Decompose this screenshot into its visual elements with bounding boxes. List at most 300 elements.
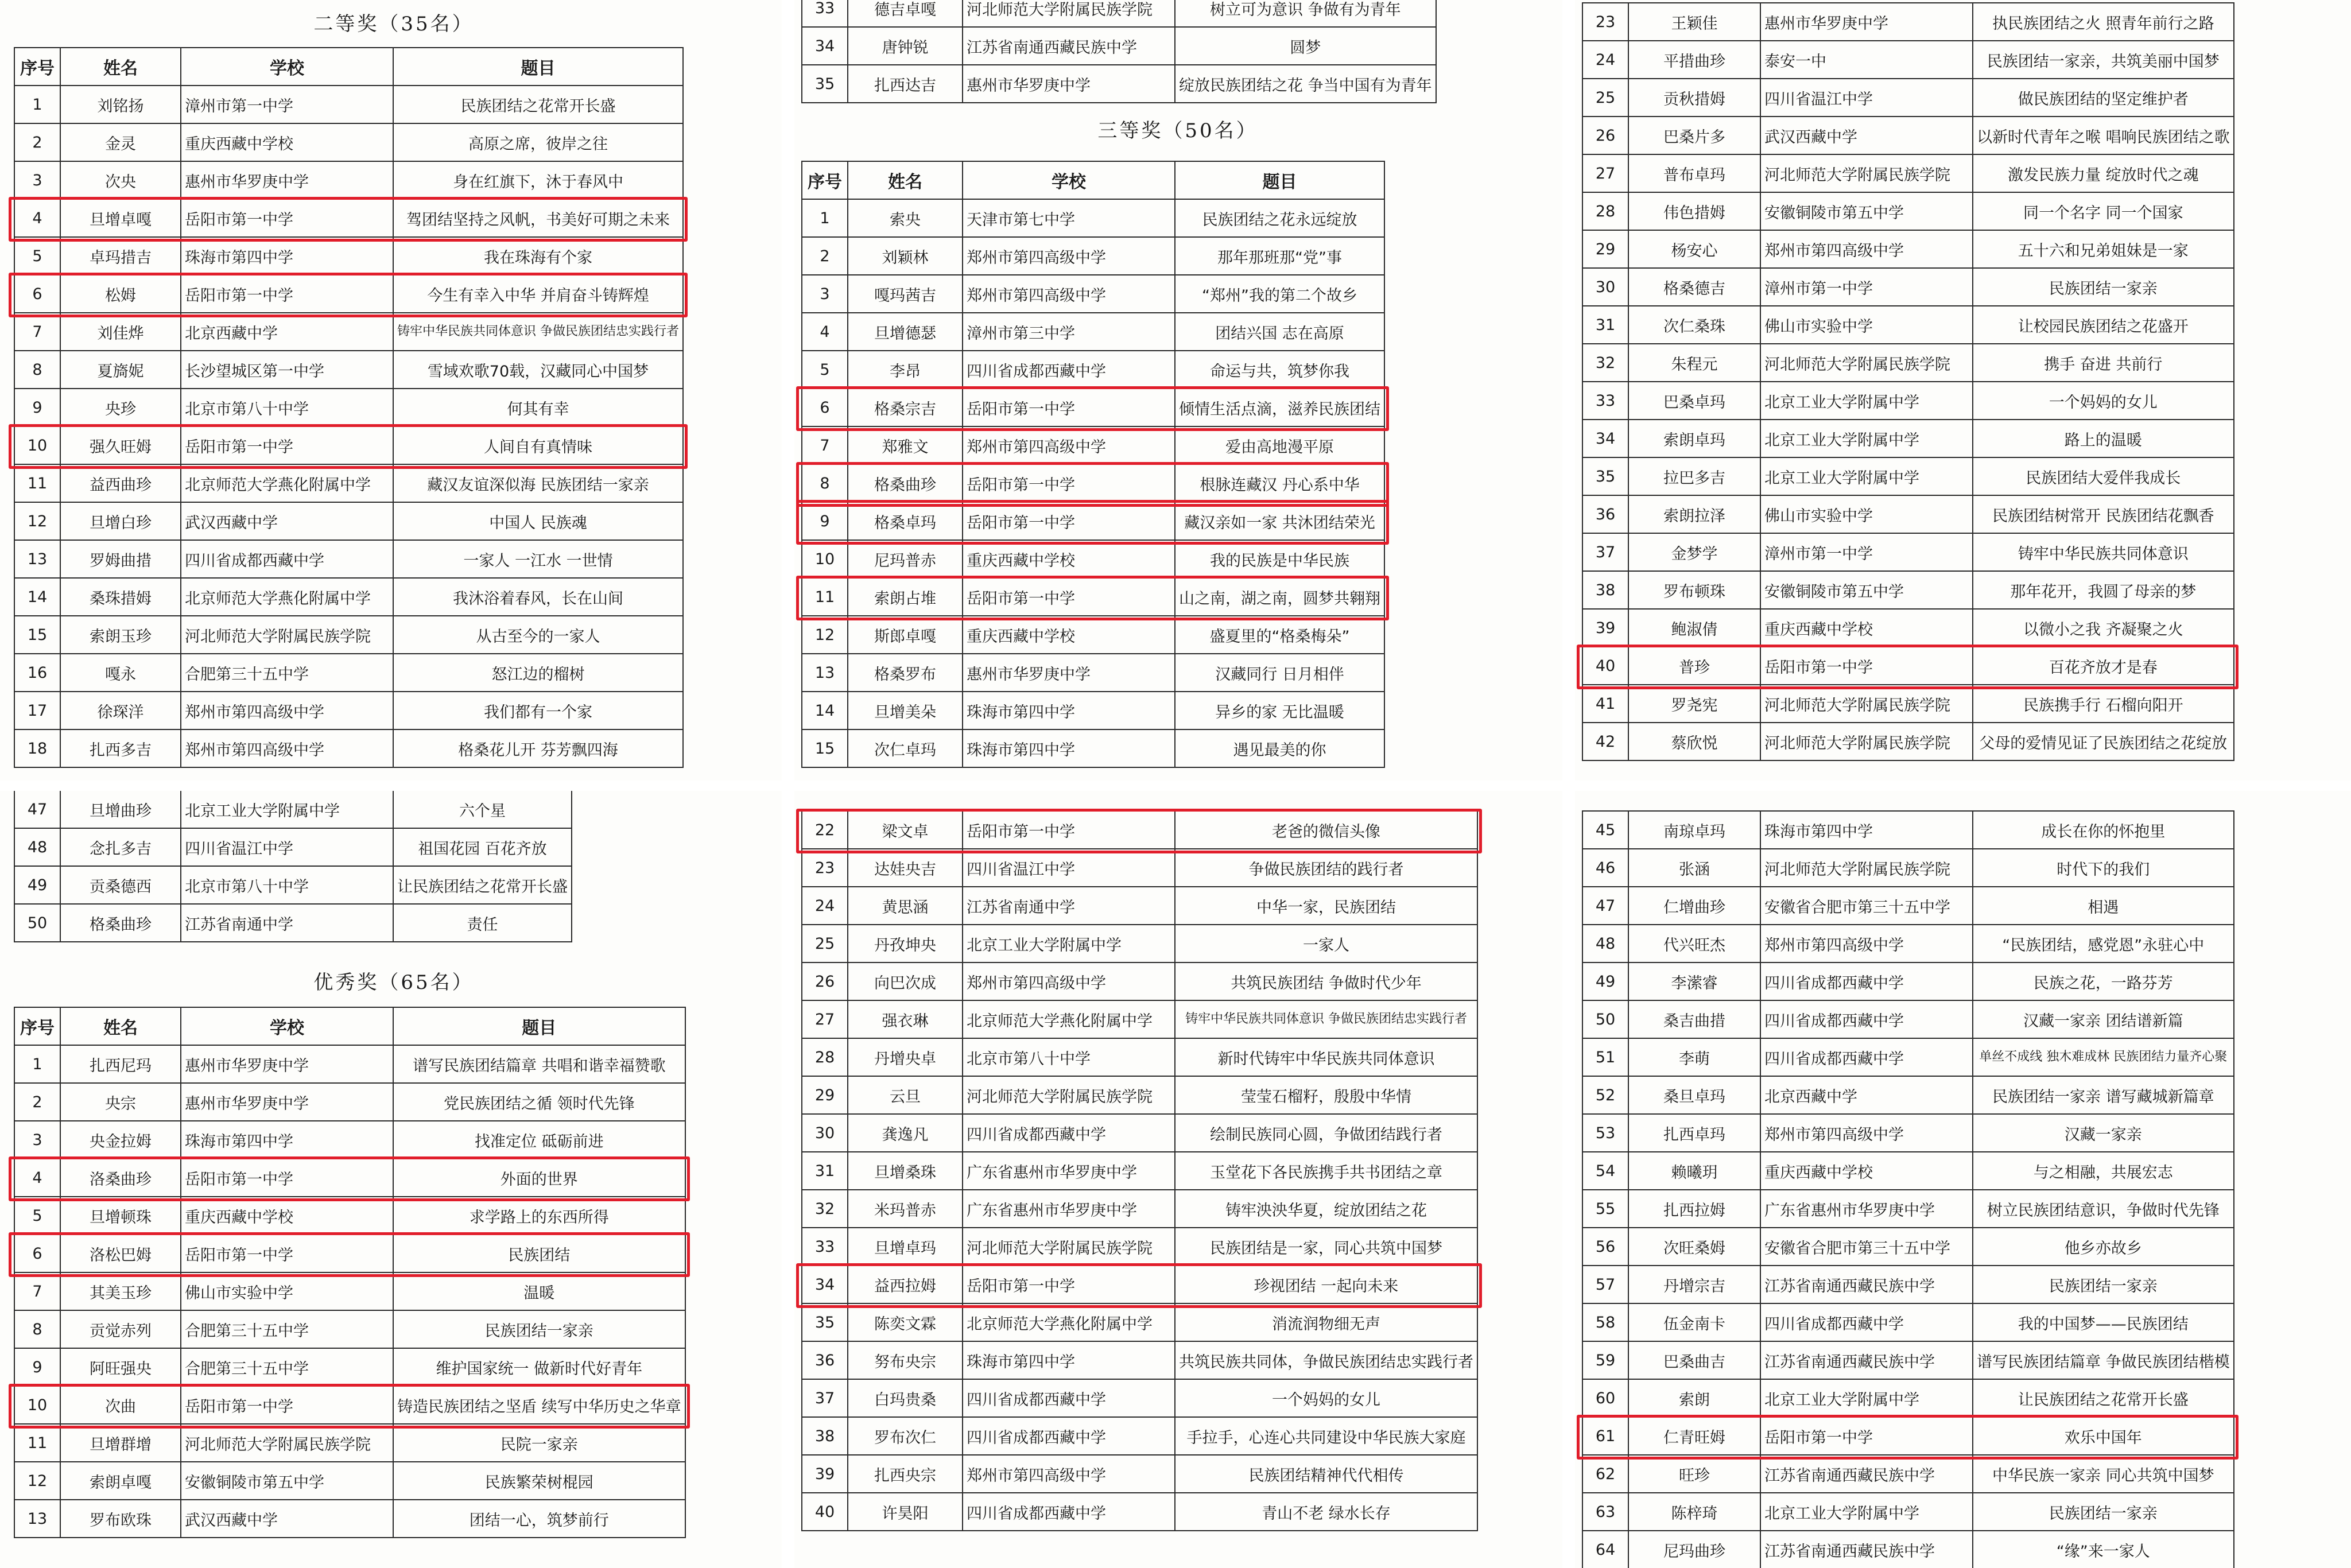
row-title: 树立可为意识 争做有为青年 xyxy=(1175,0,1436,27)
row-name: 旦增卓嘎 xyxy=(60,199,181,237)
row-school: 四川省成都西藏中学 xyxy=(1760,1038,1973,1076)
row-name: 罗布次仁 xyxy=(848,1417,963,1455)
row-school: 江苏省南通西藏民族中学 xyxy=(1760,1341,1973,1379)
table-row xyxy=(14,1500,685,1538)
row-title: 中华民族一家亲 同心共筑中国梦 xyxy=(1973,1455,2234,1493)
row-title: 今生有幸入中华 并肩奋斗铸辉煌 xyxy=(393,275,683,313)
table-row xyxy=(1582,1228,2234,1266)
row-title: 一个妈妈的女儿 xyxy=(1175,1379,1477,1417)
row-seq: 9 xyxy=(14,389,60,426)
row-title: 一家人 一江水 一世情 xyxy=(393,540,683,578)
row-school: 重庆西藏中学校 xyxy=(963,540,1175,578)
table-row xyxy=(1582,457,2234,495)
row-name: 益西拉姆 xyxy=(848,1266,963,1303)
row-name: 罗尧宪 xyxy=(1628,685,1760,723)
row-seq: 5 xyxy=(14,237,60,275)
row-name: 索朗卓嘎 xyxy=(60,1462,181,1500)
row-title: 找准定位 砥砺前进 xyxy=(393,1121,685,1159)
row-seq: 3 xyxy=(14,1121,60,1159)
row-name: 米玛普赤 xyxy=(848,1190,963,1228)
row-title: 藏汉友谊深似海 民族团结一家亲 xyxy=(393,464,683,502)
row-name: 金灵 xyxy=(60,123,181,161)
row-school: 四川省成都西藏中学 xyxy=(181,540,393,578)
row-title: 树立民族团结意识，争做时代先锋 xyxy=(1973,1190,2234,1228)
row-title: 汉藏同行 日月相伴 xyxy=(1175,654,1384,692)
row-title: 单丝不成线 独木难成林 民族团结力量齐心聚 xyxy=(1973,1038,2234,1076)
row-name: 郑雅文 xyxy=(848,426,963,464)
row-seq: 30 xyxy=(1582,268,1628,306)
table-row xyxy=(14,866,572,904)
row-school: 北京工业大学附属中学 xyxy=(1760,457,1973,495)
row-school: 郑州市第四高级中学 xyxy=(1760,1114,1973,1152)
panel-third-prize-part2 xyxy=(787,787,1568,1568)
row-name: 陈梓琦 xyxy=(1628,1493,1760,1531)
row-school: 郑州市第四高级中学 xyxy=(1760,230,1973,268)
row-title: 那年那班那“党”事 xyxy=(1175,237,1384,275)
row-title: 温暖 xyxy=(393,1272,685,1310)
row-school: 惠州市华罗庚中学 xyxy=(181,1083,393,1121)
row-title: 手拉手，心连心共同建设中华民族大家庭 xyxy=(1175,1417,1477,1455)
row-title: 民族团结一家亲 谱写藏城新篇章 xyxy=(1973,1076,2234,1114)
row-name: 索朗占堆 xyxy=(848,578,963,616)
row-name: 李潆睿 xyxy=(1628,962,1760,1000)
row-name: 拉巴多吉 xyxy=(1628,457,1760,495)
table-row xyxy=(14,1462,685,1500)
table-row xyxy=(14,275,683,313)
row-title: 藏汉亲如一家 共沐团结荣光 xyxy=(1175,502,1384,540)
row-seq: 63 xyxy=(1582,1493,1628,1531)
row-name: 旦增曲珍 xyxy=(60,790,181,828)
table-row xyxy=(1582,925,2234,962)
row-school: 天津市第七中学 xyxy=(963,199,1175,237)
row-seq: 57 xyxy=(1582,1266,1628,1303)
table-row xyxy=(802,199,1384,237)
row-seq: 53 xyxy=(1582,1114,1628,1152)
row-name: 旦增顿珠 xyxy=(60,1197,181,1235)
row-seq: 11 xyxy=(14,464,60,502)
table-row xyxy=(1582,1379,2234,1417)
row-title: 从古至今的一家人 xyxy=(393,616,683,654)
row-school: 河北师范大学附属民族学院 xyxy=(181,1424,393,1462)
table-row xyxy=(802,1076,1477,1114)
table-row xyxy=(14,616,683,654)
table-third-prize xyxy=(801,161,1385,768)
row-name: 格桑宗吉 xyxy=(848,389,963,426)
row-name: 央金拉姆 xyxy=(60,1121,181,1159)
row-seq: 13 xyxy=(14,540,60,578)
row-title: 汉藏一家亲 团结谱新篇 xyxy=(1973,1000,2234,1038)
row-seq: 50 xyxy=(1582,1000,1628,1038)
row-school: 北京工业大学附属中学 xyxy=(1760,1379,1973,1417)
row-seq: 58 xyxy=(1582,1303,1628,1341)
row-title: 相遇 xyxy=(1973,887,2234,925)
row-school: 郑州市第四高级中学 xyxy=(963,962,1175,1000)
row-title: 五十六和兄弟姐妹是一家 xyxy=(1973,230,2234,268)
table-row xyxy=(1582,1493,2234,1531)
row-school: 武汉西藏中学 xyxy=(181,502,393,540)
row-seq: 6 xyxy=(14,275,60,313)
row-name: 徐琛洋 xyxy=(60,692,181,729)
row-name: 次旺桑姆 xyxy=(1628,1228,1760,1266)
row-name: 代兴旺杰 xyxy=(1628,925,1760,962)
row-name: 金梦学 xyxy=(1628,533,1760,571)
panel-third-prize-continued xyxy=(1568,0,2351,781)
row-title: 我沐浴着春风，长在山间 xyxy=(393,578,683,616)
row-name: 扎西央宗 xyxy=(848,1455,963,1493)
table-row xyxy=(1582,1038,2234,1076)
row-title: 铸牢中华民族共同体意识 争做民族团结忠实践行者 xyxy=(393,313,683,351)
table-row xyxy=(1582,1417,2234,1455)
row-school: 岳阳市第一中学 xyxy=(963,389,1175,426)
row-school: 佛山市实验中学 xyxy=(1760,306,1973,344)
row-name: 格桑卓玛 xyxy=(848,502,963,540)
row-title: 民族团结一家亲 xyxy=(1973,1266,2234,1303)
row-name: 扎西达吉 xyxy=(848,65,963,103)
row-school: 重庆西藏中学校 xyxy=(181,123,393,161)
row-name: 仁增曲珍 xyxy=(1628,887,1760,925)
row-seq: 38 xyxy=(1582,571,1628,609)
row-seq: 28 xyxy=(802,1038,848,1076)
row-name: 念扎多吉 xyxy=(60,828,181,866)
row-school: 珠海市第四中学 xyxy=(181,237,393,275)
row-seq: 15 xyxy=(14,616,60,654)
table-row xyxy=(14,1083,685,1121)
row-name: 卓玛措吉 xyxy=(60,237,181,275)
table-row xyxy=(802,1152,1477,1190)
row-seq: 55 xyxy=(1582,1190,1628,1228)
row-title: 外面的世界 xyxy=(393,1159,685,1197)
row-school: 惠州市华罗庚中学 xyxy=(963,654,1175,692)
row-name: 次仁卓玛 xyxy=(848,729,963,767)
row-title: 欢乐中国年 xyxy=(1973,1417,2234,1455)
row-title: 让校园民族团结之花盛开 xyxy=(1973,306,2234,344)
row-name: 桑旦卓玛 xyxy=(1628,1076,1760,1114)
row-seq: 33 xyxy=(802,1228,848,1266)
row-name: 旦增卓玛 xyxy=(848,1228,963,1266)
row-seq: 33 xyxy=(1582,382,1628,420)
table-row xyxy=(802,1114,1477,1152)
row-seq: 8 xyxy=(14,1310,60,1348)
row-title: 雪域欢歌70载，汉藏同心中国梦 xyxy=(393,351,683,389)
table-row xyxy=(14,389,683,426)
header-title: 题目 xyxy=(1175,161,1384,199)
table-row xyxy=(14,578,683,616)
row-title: 党民族团结之循 领时代先锋 xyxy=(393,1083,685,1121)
row-name: 索朗卓玛 xyxy=(1628,420,1760,457)
row-seq: 14 xyxy=(14,578,60,616)
row-school: 北京师范大学燕化附属中学 xyxy=(963,1303,1175,1341)
row-seq: 3 xyxy=(14,161,60,199)
table-row xyxy=(1582,117,2234,154)
row-name: 唐钟锐 xyxy=(848,27,963,65)
row-title: 老爸的微信头像 xyxy=(1175,811,1477,849)
row-seq: 52 xyxy=(1582,1076,1628,1114)
row-school: 惠州市华罗庚中学 xyxy=(181,1045,393,1083)
table-row xyxy=(1582,571,2234,609)
row-seq: 35 xyxy=(802,65,848,103)
table-row xyxy=(14,1121,685,1159)
row-title: 民族团结一家亲，共筑美丽中国梦 xyxy=(1973,41,2234,79)
row-seq: 33 xyxy=(802,0,848,27)
row-seq: 1 xyxy=(14,1045,60,1083)
row-school: 广东省惠州市华罗庚中学 xyxy=(1760,1190,1973,1228)
row-school: 四川省成都西藏中学 xyxy=(963,1417,1175,1455)
table-row xyxy=(1582,609,2234,647)
row-school: 北京工业大学附属中学 xyxy=(1760,382,1973,420)
row-seq: 54 xyxy=(1582,1152,1628,1190)
row-title: 中国人 民族魂 xyxy=(393,502,683,540)
header-school: 学校 xyxy=(963,161,1175,199)
row-name: 格桑罗布 xyxy=(848,654,963,692)
table-row xyxy=(14,1272,685,1310)
row-title: 人间自有真情味 xyxy=(393,426,683,464)
row-title: 责任 xyxy=(393,904,572,942)
row-school: 珠海市第四中学 xyxy=(1760,811,1973,849)
table-row xyxy=(802,1417,1477,1455)
row-school: 佛山市实验中学 xyxy=(1760,495,1973,533)
table-third-prize-part2 xyxy=(801,810,1478,1531)
table-excellence-award xyxy=(14,1007,686,1538)
table-row xyxy=(1582,154,2234,192)
row-title: 父母的爱情见证了民族团结之花绽放 xyxy=(1973,723,2234,760)
row-name: 强久旺姆 xyxy=(60,426,181,464)
row-name: 嘎永 xyxy=(60,654,181,692)
row-seq: 6 xyxy=(802,389,848,426)
header-title: 题目 xyxy=(393,48,683,86)
row-school: 惠州市华罗庚中学 xyxy=(181,161,393,199)
row-name: 次仁桑珠 xyxy=(1628,306,1760,344)
row-school: 江苏省南通西藏民族中学 xyxy=(1760,1455,1973,1493)
row-seq: 41 xyxy=(1582,685,1628,723)
row-title: 根脉连藏汉 丹心系中华 xyxy=(1175,464,1384,502)
row-title: 我的中国梦——民族团结 xyxy=(1973,1303,2234,1341)
row-seq: 2 xyxy=(14,123,60,161)
row-school: 岳阳市第一中学 xyxy=(181,1159,393,1197)
row-title: 命运与共，筑梦你我 xyxy=(1175,351,1384,389)
row-name: 索朗拉泽 xyxy=(1628,495,1760,533)
table-row xyxy=(14,904,572,942)
row-seq: 25 xyxy=(1582,79,1628,117)
row-school: 珠海市第四中学 xyxy=(963,692,1175,729)
row-seq: 28 xyxy=(1582,192,1628,230)
row-name: 许昊阳 xyxy=(848,1493,963,1531)
table-row xyxy=(1582,1000,2234,1038)
row-title: 携手 奋进 共前行 xyxy=(1973,344,2234,382)
row-title: “缘”来一家人 xyxy=(1973,1531,2234,1568)
table-row xyxy=(802,1341,1477,1379)
row-seq: 6 xyxy=(14,1235,60,1272)
row-school: 河北师范大学附属民族学院 xyxy=(1760,685,1973,723)
row-title: 民族携手行 石榴向阳开 xyxy=(1973,685,2234,723)
row-seq: 39 xyxy=(802,1455,848,1493)
row-name: 普珍 xyxy=(1628,647,1760,685)
row-name: 旦增德瑟 xyxy=(848,313,963,351)
row-name: 格桑曲珍 xyxy=(60,904,181,942)
row-name: 张涵 xyxy=(1628,849,1760,887)
row-title: 我们都有一个家 xyxy=(393,692,683,729)
row-name: 扎西多吉 xyxy=(60,729,181,767)
row-seq: 23 xyxy=(1582,3,1628,41)
row-title: 汉藏一家亲 xyxy=(1973,1114,2234,1152)
row-school: 河北师范大学附属民族学院 xyxy=(963,0,1175,27)
table-row xyxy=(14,1197,685,1235)
row-name: 李昂 xyxy=(848,351,963,389)
table-row xyxy=(802,925,1477,962)
table-row xyxy=(1582,647,2234,685)
row-seq: 12 xyxy=(14,1462,60,1500)
table-row xyxy=(802,616,1384,654)
table-row xyxy=(14,1424,685,1462)
row-school: 北京师范大学燕化附属中学 xyxy=(181,578,393,616)
row-seq: 32 xyxy=(802,1190,848,1228)
row-title: 青山不老 绿水长存 xyxy=(1175,1493,1477,1531)
row-school: 河北师范大学附属民族学院 xyxy=(1760,849,1973,887)
row-seq: 47 xyxy=(14,790,60,828)
row-seq: 4 xyxy=(802,313,848,351)
row-school: 郑州市第四高级中学 xyxy=(963,237,1175,275)
row-title: 盛夏里的“格桑梅朵” xyxy=(1175,616,1384,654)
table-row xyxy=(1582,1341,2234,1379)
row-seq: 12 xyxy=(802,616,848,654)
row-name: 旦增白珍 xyxy=(60,502,181,540)
row-title: 山之南，湖之南，圆梦共翱翔 xyxy=(1175,578,1384,616)
row-seq: 30 xyxy=(802,1114,848,1152)
header-school: 学校 xyxy=(181,48,393,86)
row-title: 共筑民族共同体，争做民族团结忠实践行者 xyxy=(1175,1341,1477,1379)
row-school: 惠州市华罗庚中学 xyxy=(1760,3,1973,41)
row-name: 蔡欣悦 xyxy=(1628,723,1760,760)
row-seq: 10 xyxy=(802,540,848,578)
row-seq: 11 xyxy=(14,1424,60,1462)
section-title-excellence-award: 优秀奖（65名） xyxy=(313,971,474,994)
row-seq: 38 xyxy=(802,1417,848,1455)
row-title: 我在珠海有个家 xyxy=(393,237,683,275)
row-name: 央珍 xyxy=(60,389,181,426)
row-name: 松姆 xyxy=(60,275,181,313)
row-title: 身在红旗下，沐于春风中 xyxy=(393,161,683,199)
row-name: 洛松巴姆 xyxy=(60,1235,181,1272)
row-seq: 27 xyxy=(1582,154,1628,192)
row-seq: 7 xyxy=(14,313,60,351)
row-title: 做民族团结的坚定维护者 xyxy=(1973,79,2234,117)
row-title: 团结兴国 志在高原 xyxy=(1175,313,1384,351)
row-title: 一个妈妈的女儿 xyxy=(1973,382,2234,420)
header-seq: 序号 xyxy=(802,161,848,199)
row-school: 四川省温江中学 xyxy=(181,828,393,866)
row-name: 伍金南卡 xyxy=(1628,1303,1760,1341)
row-seq: 4 xyxy=(14,1159,60,1197)
row-title: 格桑花儿开 芬芳飘四海 xyxy=(393,729,683,767)
row-title: 民族之花，一路芬芳 xyxy=(1973,962,2234,1000)
row-name: 扎西拉姆 xyxy=(1628,1190,1760,1228)
table-row xyxy=(802,351,1384,389)
row-school: 岳阳市第一中学 xyxy=(963,502,1175,540)
row-school: 岳阳市第一中学 xyxy=(1760,1417,1973,1455)
row-name: 旺珍 xyxy=(1628,1455,1760,1493)
row-title: 铸造民族团结之坚盾 续写中华历史之华章 xyxy=(393,1386,685,1424)
table-row xyxy=(802,540,1384,578)
row-name: 格桑德吉 xyxy=(1628,268,1760,306)
row-name: 鲍淑倩 xyxy=(1628,609,1760,647)
table-row xyxy=(14,828,572,866)
row-name: 巴桑片多 xyxy=(1628,117,1760,154)
row-name: 巴桑曲吉 xyxy=(1628,1341,1760,1379)
table-row xyxy=(14,1386,685,1424)
row-seq: 2 xyxy=(14,1083,60,1121)
row-seq: 10 xyxy=(14,426,60,464)
row-name: 梁文卓 xyxy=(848,811,963,849)
row-title: 民院一家亲 xyxy=(393,1424,685,1462)
row-title: 莹莹石榴籽，殷殷中华情 xyxy=(1175,1076,1477,1114)
row-school: 郑州市第四高级中学 xyxy=(1760,925,1973,962)
table-row xyxy=(1582,230,2234,268)
table-row xyxy=(14,123,683,161)
row-school: 惠州市华罗庚中学 xyxy=(963,65,1175,103)
row-name: 罗布欧珠 xyxy=(60,1500,181,1538)
table-row xyxy=(1582,79,2234,117)
row-seq: 9 xyxy=(14,1348,60,1386)
row-school: 重庆西藏中学校 xyxy=(963,616,1175,654)
row-seq: 32 xyxy=(1582,344,1628,382)
row-name: 平措曲珍 xyxy=(1628,41,1760,79)
row-school: 安徽铜陵市第五中学 xyxy=(1760,571,1973,609)
row-name: 伟色措姆 xyxy=(1628,192,1760,230)
row-title: 路上的温暖 xyxy=(1973,420,2234,457)
row-name: 云旦 xyxy=(848,1076,963,1114)
row-name: 丹增央卓 xyxy=(848,1038,963,1076)
row-school: 岳阳市第一中学 xyxy=(963,811,1175,849)
row-school: 四川省成都西藏中学 xyxy=(963,1379,1175,1417)
table-row xyxy=(802,464,1384,502)
row-school: 岳阳市第一中学 xyxy=(181,275,393,313)
row-seq: 37 xyxy=(1582,533,1628,571)
row-seq: 5 xyxy=(14,1197,60,1235)
row-school: 岳阳市第一中学 xyxy=(963,464,1175,502)
row-name: 普布卓玛 xyxy=(1628,154,1760,192)
row-school: 岳阳市第一中学 xyxy=(1760,647,1973,685)
table-row xyxy=(14,502,683,540)
table-row xyxy=(802,1455,1477,1493)
row-title: “郑州”我的第二个故乡 xyxy=(1175,275,1384,313)
row-school: 泰安一中 xyxy=(1760,41,1973,79)
row-school: 江苏省南通西藏民族中学 xyxy=(1760,1266,1973,1303)
row-title: 民族团结一家亲 xyxy=(1973,268,2234,306)
header-title: 题目 xyxy=(393,1007,685,1045)
row-seq: 9 xyxy=(802,502,848,540)
row-seq: 35 xyxy=(802,1303,848,1341)
row-title: 团结一心，筑梦前行 xyxy=(393,1500,685,1538)
row-title: 那年花开，我圆了母亲的梦 xyxy=(1973,571,2234,609)
table-excellence-award-continued xyxy=(1582,810,2234,1568)
row-school: 重庆西藏中学校 xyxy=(1760,1152,1973,1190)
row-seq: 23 xyxy=(802,849,848,887)
table-row xyxy=(802,1038,1477,1076)
row-title: 铸牢中华民族共同体意识 争做民族团结忠实践行者 xyxy=(1175,1000,1477,1038)
row-seq: 51 xyxy=(1582,1038,1628,1076)
table-row xyxy=(1582,849,2234,887)
row-seq: 3 xyxy=(802,275,848,313)
row-title: 祖国花园 百花齐放 xyxy=(393,828,572,866)
row-seq: 16 xyxy=(14,654,60,692)
row-name: 尼玛曲珍 xyxy=(1628,1531,1760,1568)
table-row xyxy=(14,1235,685,1272)
table-row xyxy=(802,1303,1477,1341)
row-title: 铸牢中华民族共同体意识 xyxy=(1973,533,2234,571)
row-school: 河北师范大学附属民族学院 xyxy=(1760,723,1973,760)
row-school: 安徽省合肥市第三十五中学 xyxy=(1760,887,1973,925)
row-name: 黄思涵 xyxy=(848,887,963,925)
row-seq: 29 xyxy=(802,1076,848,1114)
